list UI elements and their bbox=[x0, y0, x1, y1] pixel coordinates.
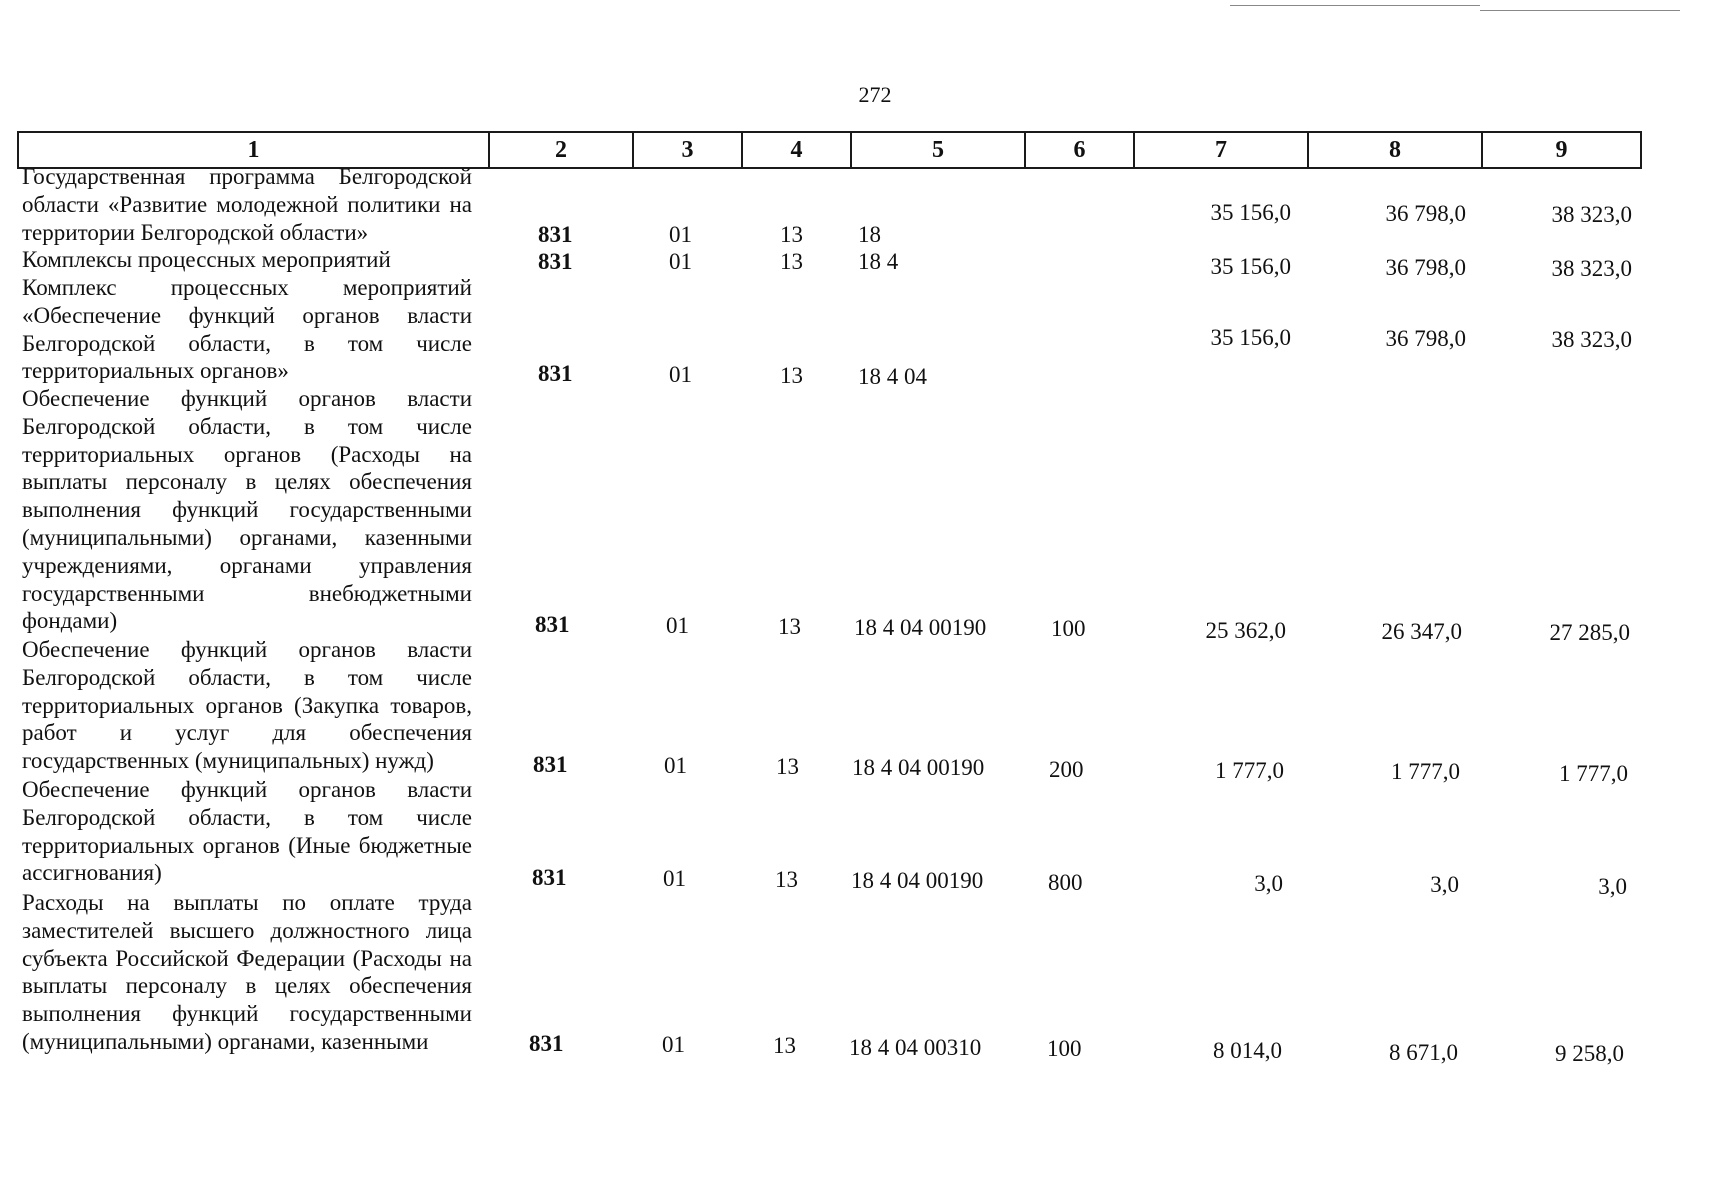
cell-col4: 13 bbox=[778, 614, 801, 639]
row-description: Комплексы процессных мероприятий bbox=[22, 247, 391, 272]
row-description: Государственная программа Белгородской области «Развитие молодежной политики на территории Белгородской области» bbox=[22, 164, 472, 245]
column-header: 3 bbox=[632, 133, 741, 167]
cell-col4: 13 bbox=[773, 1033, 796, 1058]
row-description: Обеспечение функций органов власти Белгородской области, в том числе территориальных органов (Расходы на выплаты персоналу в целях обеспечения выполнения функций государственными (муниципальными) органами, казенными учреждениями, органами управления государственными внебюджетными фондами) bbox=[22, 386, 472, 634]
cell-col9: 27 285,0 bbox=[1549, 620, 1630, 645]
cell-col6: 200 bbox=[1049, 757, 1084, 782]
cell-col7: 1 777,0 bbox=[1215, 758, 1284, 783]
cell-col9: 38 323,0 bbox=[1551, 256, 1632, 281]
cell-col4: 13 bbox=[780, 363, 803, 388]
cell-col2: 831 bbox=[538, 361, 573, 386]
cell-col3: 01 bbox=[669, 222, 692, 247]
row-description: Обеспечение функций органов власти Белгородской области, в том числе территориальных органов (Иные бюджетные ассигнования) bbox=[22, 777, 472, 886]
cell-col8: 8 671,0 bbox=[1389, 1040, 1458, 1065]
cell-col3: 01 bbox=[662, 1032, 685, 1057]
cell-col3: 01 bbox=[664, 753, 687, 778]
cell-col3: 01 bbox=[663, 866, 686, 891]
column-header: 4 bbox=[741, 133, 850, 167]
page-number: 272 bbox=[858, 82, 892, 107]
cell-col8: 36 798,0 bbox=[1385, 326, 1466, 351]
cell-col6: 800 bbox=[1048, 870, 1083, 895]
cell-col7: 35 156,0 bbox=[1210, 254, 1291, 279]
cell-col5: 18 4 04 00310 bbox=[849, 1035, 982, 1060]
cell-col7: 35 156,0 bbox=[1210, 325, 1291, 350]
row-description: Обеспечение функций органов власти Белгородской области, в том числе территориальных органов (Закупка товаров, работ и услуг для обеспечения государственных (муниципальных) нужд) bbox=[22, 637, 472, 774]
cell-col5: 18 4 04 00190 bbox=[854, 615, 987, 640]
cell-col8: 1 777,0 bbox=[1391, 759, 1460, 784]
cell-col6: 100 bbox=[1051, 616, 1086, 641]
cell-col4: 13 bbox=[780, 222, 803, 247]
cell-col5: 18 4 bbox=[858, 249, 899, 274]
row-description: Комплекс процессных мероприятий «Обеспечение функций органов власти Белгородской области, в том числе территориальных органов» bbox=[22, 275, 472, 384]
row-description: Расходы на выплаты по оплате труда заместителей высшего должностного лица субъекта Российской Федерации (Расходы на выплаты персоналу в целях обеспечения выполнения функций государственными (муниципальными) органами, казенными bbox=[22, 890, 472, 1054]
cell-col7: 25 362,0 bbox=[1205, 618, 1286, 643]
scan-artifact-line bbox=[1480, 10, 1680, 11]
column-header: 8 bbox=[1307, 133, 1481, 167]
cell-col4: 13 bbox=[780, 249, 803, 274]
cell-col2: 831 bbox=[535, 612, 570, 637]
cell-col3: 01 bbox=[669, 249, 692, 274]
cell-col2: 831 bbox=[538, 222, 573, 247]
cell-col9: 38 323,0 bbox=[1551, 327, 1632, 352]
column-header: 1 bbox=[247, 136, 260, 163]
cell-col2: 831 bbox=[529, 1031, 564, 1056]
cell-col4: 13 bbox=[775, 867, 798, 892]
cell-col7: 3,0 bbox=[1254, 871, 1283, 896]
scan-artifact-line bbox=[1230, 5, 1480, 6]
column-header: 7 bbox=[1133, 133, 1307, 167]
cell-col3: 01 bbox=[666, 613, 689, 638]
cell-col2: 831 bbox=[538, 249, 573, 274]
cell-col8: 26 347,0 bbox=[1381, 619, 1462, 644]
cell-col9: 9 258,0 bbox=[1555, 1041, 1624, 1066]
cell-col4: 13 bbox=[776, 754, 799, 779]
cell-col7: 35 156,0 bbox=[1210, 200, 1291, 225]
cell-col5: 18 4 04 00190 bbox=[851, 868, 984, 893]
cell-col7: 8 014,0 bbox=[1213, 1038, 1282, 1063]
cell-col3: 01 bbox=[669, 362, 692, 387]
column-header: 5 bbox=[850, 133, 1024, 167]
cell-col5: 18 bbox=[858, 222, 881, 247]
cell-col2: 831 bbox=[533, 752, 568, 777]
cell-col2: 831 bbox=[532, 865, 567, 890]
cell-col8: 3,0 bbox=[1430, 872, 1459, 897]
cell-col5: 18 4 04 00190 bbox=[852, 755, 985, 780]
column-header: 2 bbox=[488, 133, 632, 167]
cell-col6: 100 bbox=[1047, 1036, 1082, 1061]
cell-col9: 3,0 bbox=[1598, 874, 1627, 899]
column-header: 6 bbox=[1024, 133, 1133, 167]
cell-col9: 38 323,0 bbox=[1551, 202, 1632, 227]
cell-col8: 36 798,0 bbox=[1385, 201, 1466, 226]
cell-col8: 36 798,0 bbox=[1385, 255, 1466, 280]
cell-col9: 1 777,0 bbox=[1559, 761, 1628, 786]
cell-col5: 18 4 04 bbox=[858, 364, 927, 389]
column-header: 9 bbox=[1481, 133, 1640, 167]
